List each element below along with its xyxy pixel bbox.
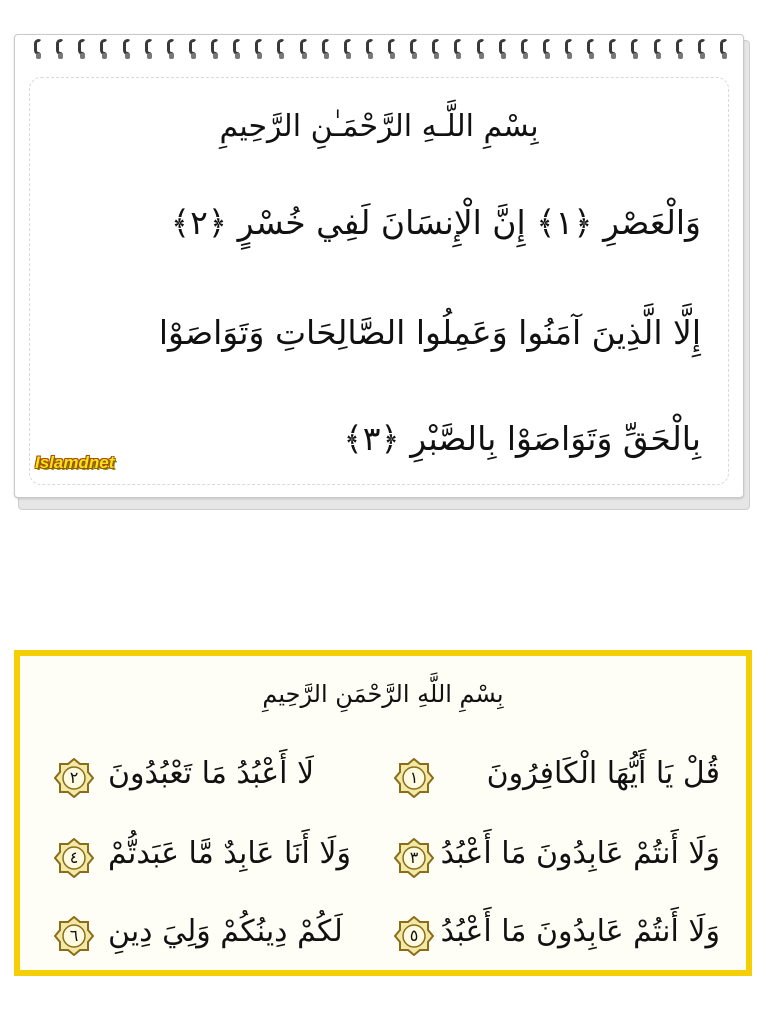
ayah-number: ٤ [69, 848, 79, 867]
ayah-number: ٣ [409, 848, 419, 867]
basmala-text: بِسْمِ اللَّـهِ الرَّحْمَـٰنِ الرَّحِيمِ [219, 109, 539, 144]
ring [297, 37, 311, 59]
ayah-number: ٦ [69, 926, 79, 945]
ring [363, 37, 377, 59]
ring [496, 37, 510, 59]
ring [97, 37, 111, 59]
verse-row-3 [54, 910, 720, 960]
ring [606, 37, 620, 59]
ayah-number: ١ [409, 768, 419, 787]
verse-row-2 [54, 832, 720, 882]
ring [451, 37, 465, 59]
ring [562, 37, 576, 59]
verse-text: لَكُمْ دِينُكُمْ وَلِيَ دِينِ [108, 914, 343, 949]
ayah-medallion-icon [394, 838, 434, 878]
ayah-medallion-icon [54, 916, 94, 956]
verse-line-2: إِلَّا الَّذِينَ آمَنُوا وَعَمِلُوا الصَّالِحَاتِ وَتَوَاصَوْا [158, 313, 701, 352]
ring [319, 37, 333, 59]
ring [628, 37, 642, 59]
ring [142, 37, 156, 59]
verse-text: لَا أَعْبُدُ مَا تَعْبُدُونَ [108, 756, 315, 791]
ayah-medallion-icon [54, 758, 94, 798]
ring [120, 37, 134, 59]
verse-text: وَلَا أَنتُمْ عَابِدُونَ مَا أَعْبُدُ [440, 914, 720, 949]
ring [53, 37, 67, 59]
ring [230, 37, 244, 59]
verse-line-1: وَالْعَصْرِ ﴿١﴾ إِنَّ الْإِنسَانَ لَفِي خُسْرٍ ﴿٢﴾ [170, 203, 701, 242]
ring [75, 37, 89, 59]
notepad-sheet [14, 34, 744, 498]
basmala-calligraphy: بِسْمِ اللَّهِ الرَّحْمَنِ الرَّحِيمِ [262, 680, 504, 708]
verse-text: وَلَا أَنتُمْ عَابِدُونَ مَا أَعْبُدُ [440, 836, 720, 871]
ring [186, 37, 200, 59]
ayah-medallion-icon [54, 838, 94, 878]
ring [429, 37, 443, 59]
ayah-number: ٢ [69, 768, 79, 787]
verse-row-1 [54, 752, 720, 802]
ring [164, 37, 178, 59]
ayah-number: ٥ [409, 926, 419, 945]
ring [274, 37, 288, 59]
ring [208, 37, 222, 59]
ring [717, 37, 731, 59]
ring [385, 37, 399, 59]
ring [407, 37, 421, 59]
surah-asr-card [14, 34, 748, 508]
verse-text: قُلْ يَا أَيُّهَا الْكَافِرُونَ [486, 756, 720, 791]
ring [673, 37, 687, 59]
verse-text: وَلَا أَنَا عَابِدٌ مَّا عَبَدتُّمْ [108, 836, 351, 871]
spiral-binding [31, 37, 731, 63]
ring [341, 37, 355, 59]
ring [695, 37, 709, 59]
ayah-medallion-icon [394, 916, 434, 956]
ring [474, 37, 488, 59]
ring [584, 37, 598, 59]
ring [518, 37, 532, 59]
islamdnet-watermark: Islamdnet [35, 453, 115, 472]
ayah-medallion-icon [394, 758, 434, 798]
verse-line-3: بِالْحَقِّ وَتَوَاصَوْا بِالصَّبْرِ ﴿٣﴾ [343, 419, 701, 458]
ring [651, 37, 665, 59]
ring [252, 37, 266, 59]
ring [31, 37, 45, 59]
ring [540, 37, 554, 59]
surah-kafirun-card [14, 650, 752, 976]
